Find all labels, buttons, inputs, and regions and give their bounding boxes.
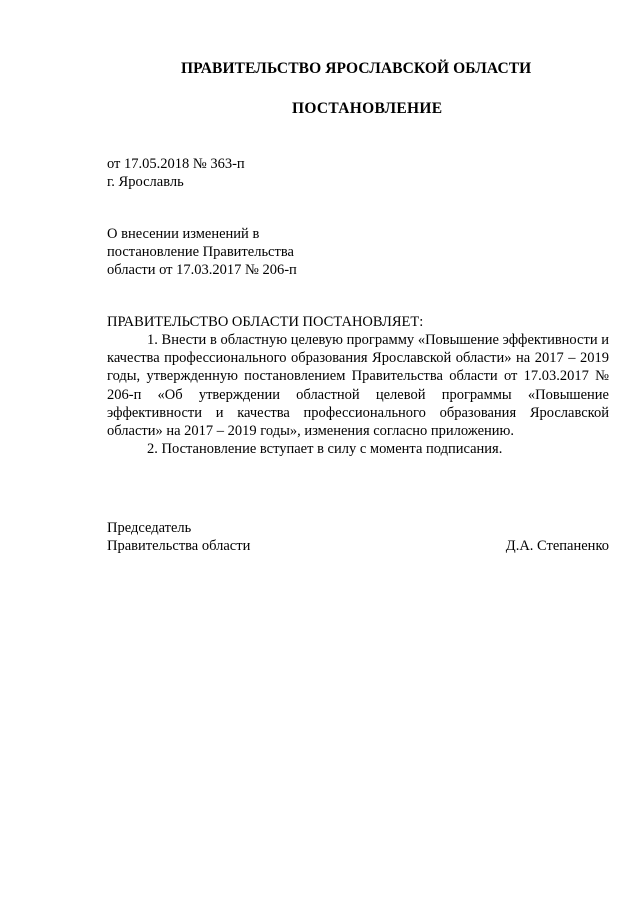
document-type-title: ПОСТАНОВЛЕНИЕ xyxy=(292,100,443,117)
body-paragraph-1: 1. Внести в областную целевую программу «Повышение эффективности и качества профессионального образования Ярославской области» на 2017 – 2019 годы, утвержденную постановлением Правительства области от 17.03.2017 № 206-п «Об утверждении областной целевой программы «Повышение эффективности и качества профессионального образования Ярославской области» на 2017 – 2019 годы», изменения согласно приложению. xyxy=(107,332,609,440)
signature-row xyxy=(107,537,609,555)
subject-line: О внесении изменений в xyxy=(107,226,260,242)
resolves-heading: ПРАВИТЕЛЬСТВО ОБЛАСТИ ПОСТАНОВЛЯЕТ: xyxy=(107,314,424,330)
signatory-name: Д.А. Степаненко xyxy=(505,538,609,554)
subject-line: области от 17.03.2017 № 206-п xyxy=(107,262,297,278)
signature-block xyxy=(107,519,609,555)
organization-title: ПРАВИТЕЛЬСТВО ЯРОСЛАВСКОЙ ОБЛАСТИ xyxy=(181,60,532,77)
date-number: от 17.05.2018 № 363-п xyxy=(107,156,245,172)
signatory-title-line2: Правительства области xyxy=(107,538,251,554)
signatory-title-line1: Председатель xyxy=(107,520,192,536)
document-meta xyxy=(107,155,245,191)
body-paragraph-2: 2. Постановление вступает в силу с момента подписания. xyxy=(147,441,503,458)
document-body xyxy=(107,331,609,458)
document-subject xyxy=(107,225,297,279)
city: г. Ярославль xyxy=(107,174,184,190)
subject-line: постановление Правительства xyxy=(107,244,294,260)
